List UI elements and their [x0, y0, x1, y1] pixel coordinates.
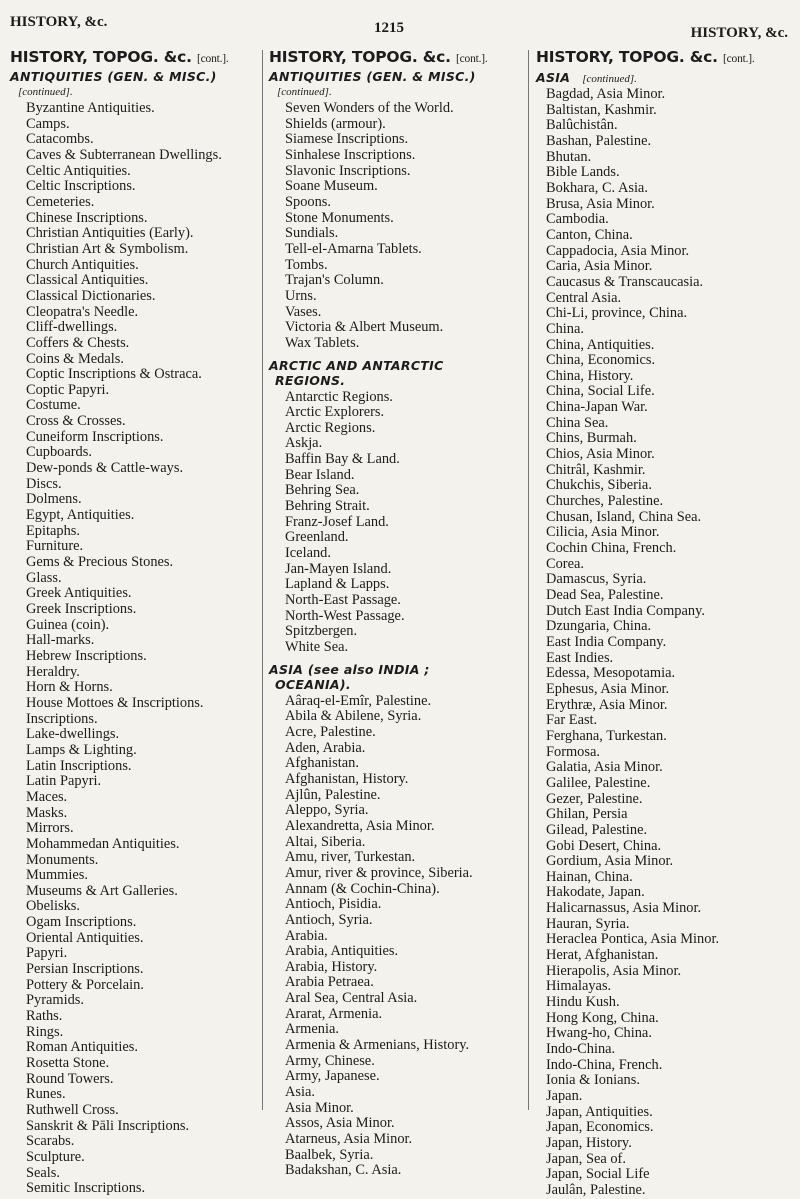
list-item: Gordium, Asia Minor.	[546, 853, 674, 870]
list-item: Brusa, Asia Minor.	[546, 195, 655, 212]
list-item: Herat, Afghanistan.	[546, 947, 659, 964]
section-subtitle-row	[536, 69, 798, 87]
list-item: Raths.	[26, 1008, 63, 1025]
list-item: Furniture.	[26, 538, 84, 555]
list-item: Bhutan.	[546, 148, 592, 165]
list-item: Hall-marks.	[26, 632, 95, 649]
section-title-text: HISTORY, TOPOG. &c.	[10, 48, 192, 66]
list-item: Dew-ponds & Cattle-ways.	[26, 460, 184, 477]
list-item: Hong Kong, China.	[546, 1009, 659, 1026]
list-item: Byzantine Antiquities.	[26, 100, 155, 116]
list-item: Shields (armour).	[285, 115, 386, 132]
list-item: Celtic Inscriptions.	[26, 178, 136, 195]
list-item: Siamese Inscriptions.	[285, 131, 409, 148]
list-item: Ruthwell Cross.	[26, 1102, 119, 1118]
list-item: Ogam Inscriptions.	[26, 914, 137, 931]
list-item: Jaulân, Palestine.	[546, 1181, 646, 1198]
list-item: North-East Passage.	[285, 592, 401, 609]
continued-note: [continued].	[582, 73, 637, 85]
list-item: Behring Strait.	[285, 498, 370, 515]
list-item: Hierapolis, Asia Minor.	[546, 962, 682, 979]
list-item: Balûchistân.	[546, 117, 618, 134]
list-item: Canton, China.	[546, 226, 633, 243]
list-item: Arabia, History.	[285, 958, 378, 975]
list-item: Halicarnassus, Asia Minor.	[546, 900, 702, 917]
list-item: Arctic Explorers.	[285, 404, 385, 421]
list-item: Sculpture.	[26, 1148, 85, 1165]
list-item: Spoons.	[285, 193, 331, 210]
list-item: Greenland.	[285, 529, 349, 546]
list-item: Bagdad, Asia Minor.	[546, 86, 666, 102]
list-item: Afghanistan, History.	[285, 770, 409, 787]
list-item: Stone Monuments.	[285, 209, 394, 226]
list-item: Trajan's Column.	[285, 272, 384, 289]
list-item: Dutch East India Company.	[546, 602, 705, 619]
list-item: Japan.	[546, 1088, 583, 1104]
list-item: Inscriptions.	[26, 710, 98, 727]
list-item: Persian Inscriptions.	[26, 961, 144, 978]
list-item: Tombs.	[285, 256, 328, 273]
list-item: Sanskrit & Pāli Inscriptions.	[26, 1117, 190, 1134]
entry-list	[10, 101, 262, 1197]
list-item: Cleopatra's Needle.	[26, 303, 139, 320]
column-2	[269, 48, 521, 1179]
list-item: Ajlûn, Palestine.	[285, 786, 381, 803]
list-item: Spitzbergen.	[285, 623, 358, 640]
section-heading-line: REGIONS.	[275, 372, 346, 388]
list-item: Bible Lands.	[546, 164, 620, 181]
list-item: Dolmens.	[26, 491, 82, 508]
list-item: Victoria & Albert Museum.	[285, 319, 444, 336]
list-item: Afghanistan.	[285, 755, 359, 772]
list-item: Slavonic Inscriptions.	[285, 162, 411, 179]
list-item: Museums & Art Galleries.	[26, 882, 178, 899]
list-item: Epitaphs.	[26, 522, 80, 539]
running-head	[0, 0, 800, 40]
list-item: Chins, Burmah.	[546, 430, 637, 447]
list-item: Round Towers.	[26, 1070, 114, 1087]
list-item: East India Company.	[546, 633, 667, 650]
page-number: 1215	[374, 20, 404, 36]
list-item: Cross & Crosses.	[26, 413, 126, 430]
entry-list	[536, 87, 798, 1199]
list-item: Aâraq-el-Emîr, Palestine.	[285, 692, 432, 709]
list-item: Indo-China.	[546, 1041, 616, 1058]
list-item: Bokhara, C. Asia.	[546, 179, 648, 196]
list-item: Armenia.	[285, 1021, 339, 1038]
list-item: Aleppo, Syria.	[285, 802, 369, 819]
list-item: Hebrew Inscriptions.	[26, 647, 147, 664]
section-title-cont: [cont.].	[455, 53, 488, 65]
running-head-right: HISTORY, &c.	[690, 25, 788, 41]
list-item: Jan-Mayen Island.	[285, 560, 392, 577]
list-item: Cilicia, Asia Minor.	[546, 524, 660, 541]
list-item: Army, Chinese.	[285, 1052, 375, 1069]
list-item: China, Economics.	[546, 352, 656, 369]
list-item: Mohammedan Antiquities.	[26, 835, 180, 852]
list-item: Far East.	[546, 712, 598, 729]
section-title	[536, 48, 798, 69]
list-item: Chitrâl, Kashmir.	[546, 461, 646, 478]
list-item: Alexandretta, Asia Minor.	[285, 817, 435, 834]
list-item: Abila & Abilene, Syria.	[285, 708, 422, 725]
list-item: Masks.	[26, 804, 68, 821]
list-item: China, Social Life.	[546, 383, 655, 400]
list-item: Wax Tablets.	[285, 334, 360, 351]
list-item: Cuneiform Inscriptions.	[26, 428, 164, 445]
list-item: Altai, Siberia.	[285, 833, 366, 850]
list-item: Galilee, Palestine.	[546, 774, 651, 791]
list-item: Ephesus, Asia Minor.	[546, 680, 670, 697]
list-item: Cliff-dwellings.	[26, 319, 118, 336]
list-item: Sundials.	[285, 225, 339, 242]
list-item: Chukchis, Siberia.	[546, 477, 652, 494]
list-item: Christian Art & Symbolism.	[26, 240, 189, 257]
list-item: Amu, river, Turkestan.	[285, 849, 416, 866]
list-item: Indo-China, French.	[546, 1056, 663, 1073]
list-item: Bear Island.	[285, 466, 355, 483]
list-item: Atarneus, Asia Minor.	[285, 1131, 413, 1148]
list-item: Guinea (coin).	[26, 616, 110, 633]
list-item: Rings.	[26, 1023, 64, 1040]
list-item: Cappadocia, Asia Minor.	[546, 242, 690, 259]
list-item: Christian Antiquities (Early).	[26, 225, 194, 242]
list-item: Gems & Precious Stones.	[26, 554, 174, 571]
list-item: Antioch, Syria.	[285, 911, 373, 928]
list-item: Ionia & Ionians.	[546, 1072, 640, 1089]
list-item: Aden, Arabia.	[285, 739, 366, 756]
column-divider	[262, 50, 263, 1110]
list-item: Antarctic Regions.	[285, 388, 393, 405]
list-item: Antioch, Pisidia.	[285, 896, 382, 913]
list-item: Japan, Sea of.	[546, 1150, 626, 1167]
list-item: Latin Inscriptions.	[26, 757, 132, 774]
list-item: Mirrors.	[26, 820, 74, 837]
section-subtitle: ANTIQUITIES (GEN. & MISC.)	[10, 69, 217, 84]
section-title-cont: [cont.].	[722, 53, 755, 65]
list-item: Japan, Economics.	[546, 1119, 654, 1136]
list-item: Catacombs.	[26, 131, 94, 148]
list-item: Baalbek, Syria.	[285, 1146, 374, 1163]
list-item: Japan, History.	[546, 1134, 632, 1151]
list-item: Central Asia.	[546, 289, 622, 306]
list-item: North-West Passage.	[285, 607, 405, 624]
list-item: China Sea.	[546, 414, 609, 431]
list-item: Coins & Medals.	[26, 350, 124, 367]
list-item: Celtic Antiquities.	[26, 162, 131, 179]
list-item: Ferghana, Turkestan.	[546, 727, 667, 744]
list-item: Baltistan, Kashmir.	[546, 101, 657, 118]
list-item: Greek Antiquities.	[26, 585, 132, 602]
list-item: Seven Wonders of the World.	[285, 100, 454, 116]
list-item: Costume.	[26, 397, 81, 414]
continued-note: [continued].	[277, 86, 332, 98]
list-item: Assos, Asia Minor.	[285, 1115, 395, 1132]
section-title-text: HISTORY, TOPOG. &c.	[269, 48, 451, 66]
list-item: Lake-dwellings.	[26, 726, 120, 743]
list-item: Lapland & Lapps.	[285, 576, 390, 593]
list-item: Oriental Antiquities.	[26, 929, 144, 946]
list-item: Pyramids.	[26, 992, 84, 1009]
list-item: Acre, Palestine.	[285, 723, 376, 740]
list-item: Japan, Social Life	[546, 1166, 650, 1183]
list-item: China, History.	[546, 367, 634, 384]
list-item: East Indies.	[546, 649, 614, 666]
list-item: Hainan, China.	[546, 868, 633, 885]
list-item: Churches, Palestine.	[546, 493, 664, 510]
list-item: Dead Sea, Palestine.	[546, 587, 664, 603]
list-item: Baffin Bay & Land.	[285, 451, 400, 468]
column-divider	[528, 50, 529, 1110]
list-item: Dzungaria, China.	[546, 618, 652, 635]
list-item: Soane Museum.	[285, 178, 378, 195]
list-item: Chi-Li, province, China.	[546, 305, 688, 322]
list-item: House Mottoes & Inscriptions.	[26, 694, 204, 711]
list-item: Runes.	[26, 1086, 66, 1103]
list-item: Cemeteries.	[26, 193, 95, 210]
list-item: Army, Japanese.	[285, 1068, 380, 1085]
list-item: Rosetta Stone.	[26, 1055, 110, 1072]
list-item: Hwang-ho, China.	[546, 1025, 652, 1042]
list-item: Discs.	[26, 475, 62, 492]
list-item: Bashan, Palestine.	[546, 132, 652, 149]
list-item: Church Antiquities.	[26, 256, 139, 273]
list-item: Armenia & Armenians, History.	[285, 1037, 470, 1054]
list-item: Chusan, Island, China Sea.	[546, 508, 702, 525]
list-item: Monuments.	[26, 851, 99, 868]
column-3	[536, 48, 798, 1199]
list-item: Latin Papyri.	[26, 773, 102, 790]
list-item: Cochin China, French.	[546, 540, 677, 557]
list-item: Iceland.	[285, 545, 331, 562]
list-item: Camps.	[26, 115, 70, 132]
list-item: Classical Antiquities.	[26, 272, 149, 289]
list-item: China, Antiquities.	[546, 336, 655, 353]
list-item: Gilead, Palestine.	[546, 821, 648, 838]
list-item: Cambodia.	[546, 211, 609, 228]
list-item: Classical Dictionaries.	[26, 287, 156, 304]
running-head-left: HISTORY, &c.	[10, 14, 108, 30]
column-1	[10, 48, 262, 1197]
list-item: Urns.	[285, 287, 317, 304]
list-item: Caucasus & Transcaucasia.	[546, 273, 704, 290]
section-subtitle: ASIA	[536, 70, 571, 85]
list-item: Papyri.	[26, 945, 68, 962]
list-item: Coptic Inscriptions & Ostraca.	[26, 366, 202, 383]
section-heading-asia	[269, 662, 521, 692]
section-heading-line: ASIA (see also INDIA ;	[269, 661, 430, 677]
list-item: Obelisks.	[26, 898, 80, 915]
list-item: Gobi Desert, China.	[546, 837, 662, 854]
section-heading-line: OCEANIA).	[275, 676, 351, 692]
list-item: Coptic Papyri.	[26, 381, 110, 398]
list-item: Heraclea Pontica, Asia Minor.	[546, 931, 720, 948]
list-item: Annam (& Cochin-China).	[285, 880, 440, 897]
list-item: Arabia, Antiquities.	[285, 943, 399, 960]
list-item: Maces.	[26, 788, 68, 805]
list-item: Badakshan, C. Asia.	[285, 1162, 402, 1179]
list-item: Egypt, Antiquities.	[26, 507, 135, 524]
list-item: Arabia.	[285, 927, 328, 944]
list-item: Coffers & Chests.	[26, 334, 130, 351]
list-item: Tell-el-Amarna Tablets.	[285, 240, 422, 257]
list-item: Lamps & Lighting.	[26, 741, 137, 758]
list-item: Mummies.	[26, 867, 88, 884]
list-item: Edessa, Mesopotamia.	[546, 665, 676, 682]
list-item: Galatia, Asia Minor.	[546, 759, 663, 776]
list-item: Pottery & Porcelain.	[26, 976, 144, 993]
list-item: Roman Antiquities.	[26, 1039, 138, 1056]
section-subtitle: ANTIQUITIES (GEN. & MISC.)	[269, 69, 476, 84]
list-item: Sinhalese Inscriptions.	[285, 146, 416, 163]
list-item: Ararat, Armenia.	[285, 1005, 383, 1022]
list-item: Heraldry.	[26, 663, 80, 680]
list-item: Arabia Petraea.	[285, 974, 374, 991]
list-item: Himalayas.	[546, 978, 612, 995]
list-item: Ghilan, Persia	[546, 806, 628, 823]
list-item: Hindu Kush.	[546, 994, 620, 1011]
list-item: Seals.	[26, 1164, 60, 1181]
list-item: Chios, Asia Minor.	[546, 446, 655, 463]
list-item: Hauran, Syria.	[546, 915, 630, 932]
list-item: Greek Inscriptions.	[26, 601, 137, 617]
section-heading-arctic	[269, 358, 521, 388]
section-title-text: HISTORY, TOPOG. &c.	[536, 48, 718, 66]
list-item: Semitic Inscriptions.	[26, 1180, 146, 1197]
list-item: Hakodate, Japan.	[546, 884, 645, 901]
list-item: Asia Minor.	[285, 1099, 354, 1116]
entry-list	[269, 694, 521, 1179]
continued-note: [continued].	[18, 86, 73, 98]
list-item: White Sea.	[285, 639, 349, 655]
list-item: Erythræ, Asia Minor.	[546, 696, 668, 713]
section-title-cont: [cont.].	[196, 53, 229, 65]
list-item: Glass.	[26, 569, 62, 586]
list-item: Gezer, Palestine.	[546, 790, 643, 807]
list-item: China-Japan War.	[546, 399, 648, 416]
list-item: Chinese Inscriptions.	[26, 209, 148, 226]
entry-list	[269, 390, 521, 656]
list-item: Amur, river & province, Siberia.	[285, 864, 473, 881]
list-item: Arctic Regions.	[285, 419, 376, 436]
list-item: Askja.	[285, 435, 323, 452]
list-item: Horn & Horns.	[26, 679, 113, 696]
section-heading-line: ARCTIC AND ANTARCTIC	[269, 357, 444, 373]
list-item: Aral Sea, Central Asia.	[285, 990, 418, 1007]
list-item: Scarabs.	[26, 1133, 75, 1150]
list-item: Vases.	[285, 303, 322, 320]
list-item: Formosa.	[546, 743, 600, 760]
list-item: China.	[546, 320, 584, 337]
list-item: Caria, Asia Minor.	[546, 258, 653, 275]
list-item: Cupboards.	[26, 444, 92, 461]
entry-list	[269, 101, 521, 352]
list-item: Corea.	[546, 555, 584, 572]
list-item: Behring Sea.	[285, 482, 360, 499]
list-item: Caves & Subterranean Dwellings.	[26, 146, 222, 163]
list-item: Asia.	[285, 1084, 315, 1101]
list-item: Damascus, Syria.	[546, 571, 647, 588]
list-item: Japan, Antiquities.	[546, 1103, 653, 1120]
section-title	[10, 48, 262, 69]
list-item: Franz-Josef Land.	[285, 513, 389, 530]
section-title	[269, 48, 521, 69]
